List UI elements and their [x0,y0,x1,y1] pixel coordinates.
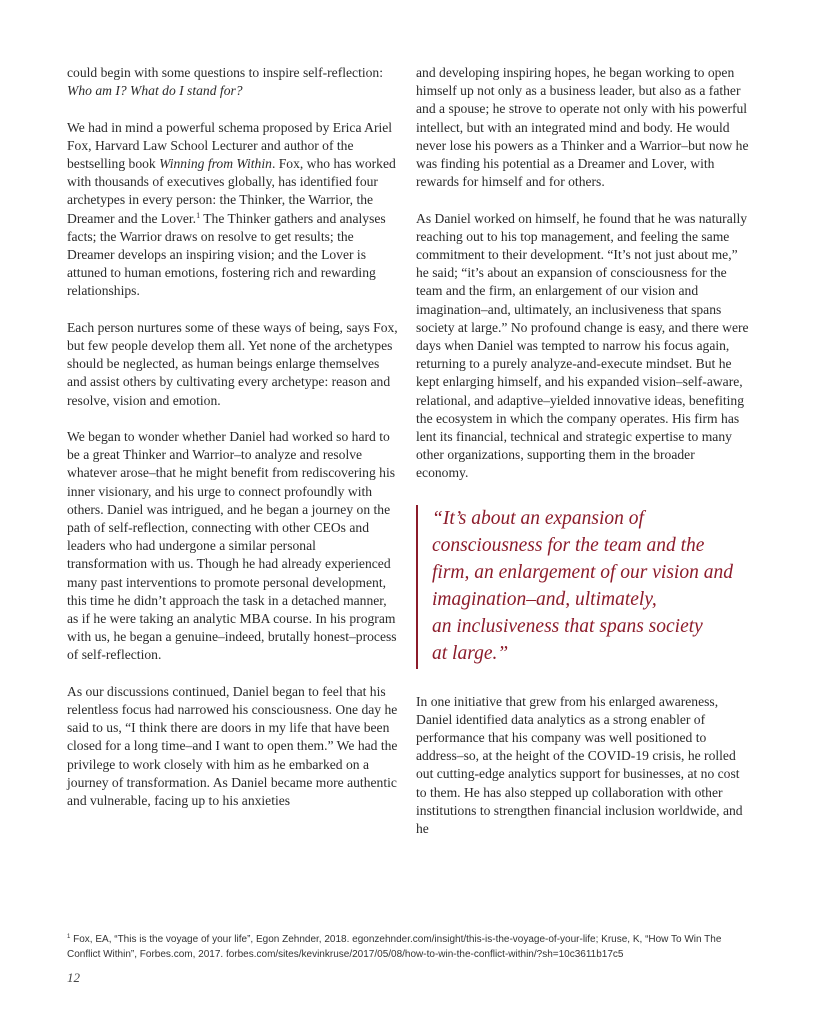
paragraph: We began to wonder whether Daniel had worked so hard to be a great Thinker and Warrior–to analyze and resolve whatever arose–that he might benefit from rediscovering his inner visionary, and his urge to connect profoundly with others. Daniel was intrigued, and he began a journey on the path of self-reflection, connecting with other CEOs and leaders who had undergone a similar personal transformation with us. Though he had already experienced many past interventions to promote personal development, this time he didn’t approach the task in a detached manner, as if he were taking an analytic MBA course. In his program with us, he began a genuine–indeed, brutally honest–process of self-reflection. [67,429,397,663]
paragraph: In one initiative that grew from his enlarged awareness, Daniel identified data analytics as a strong enabler of performance that his company was well positioned to address–so, at the height of the COVID-19 crisis, he rolled out cutting-edge analytics support for businesses, at no cost to them. He has also stepped up collaboration with other institutions to strengthen financial inclusion worldwide, and he [416,693,743,837]
page-number: 12 [67,970,80,985]
footnote-ref: 1 [196,210,201,220]
paragraph: and developing inspiring hopes, he began working to open himself up not only as a business leader, but also as a father and a spouse; he strove to operate not only with his powerful intellect, but with an integrated mind and body. He would never lose his powers as a Thinker and a Warrior–but now he was finding his potential as a Dreamer and Lover, with rewards for himself and for others. [416,65,749,190]
pull-quote-line: “It’s about an expansion of [432,507,644,529]
paragraph: Each person nurtures some of these ways of being, says Fox, but few people develop them all. Yet none of the archetypes should be neglected, as human beings enlarge themselves and assist others by cultivating every archetype: reason and resolve, vision and emotion. [67,319,398,408]
pull-quote-line: imagination–and, ultimately, [432,588,657,610]
pull-quote [416,505,750,669]
left-column [67,64,399,828]
footnote [67,932,757,962]
right-column [416,64,750,856]
paragraph: We had in mind a powerful schema proposed by Erica Ariel Fox, Harvard Law School Lecturer and author of the bestselling book Winning from Within. Fox, who has worked with thousands of executives globally, has identified four archetypes in every person: the Thinker, the Warrior, the Dreamer and the Lover.$^1$ The Thinker gathers and analyses facts; the Warrior draws on resolve to get results; the Dreamer develops an inspiring vision; and the Lover is attuned to human emotions, fostering rich and rewarding relationships. [67,119,396,299]
footnote-text: Fox, EA, “This is the voyage of your life”, Egon Zehnder, 2018. egonzehnder.com/insight/this-is-the-voyage-of-your-life; Kruse, K, “How To Win The Conflict Within”, Forbes.com, 2017. forbes.com/sites/kevinkruse/2017/05/08/how-to-win-the-conflict-within/?sh=10c3611b17c5 [67,934,722,960]
pull-quote-line: at large.” [432,642,509,664]
paragraph: could begin with some questions to inspire self-reflection: Who am I? What do I stand for? [67,65,383,99]
italic-questions: Who am I? What do I stand for? [67,83,243,99]
pull-quote-line: firm, an enlargement of our vision and [432,561,733,583]
book-title: Winning from Within [159,156,272,171]
pull-quote-line: an inclusiveness that spans society [432,615,703,637]
paragraph: As our discussions continued, Daniel began to feel that his relentless focus had narrowed his consciousness. One day he said to us, “I think there are doors in my life that have been closed for a long time–and I want to open them.” We had the privilege to work closely with him as he embarked on a journey of transformation. As Daniel became more authentic and vulnerable, facing up to his anxieties [67,683,398,809]
pull-quote-line: consciousness for the team and the [432,534,705,556]
paragraph: As Daniel worked on himself, he found that he was naturally reaching out to his top management, and feeling the same commitment to their development. “It’s not just about me,” he said; “it’s about an expansion of consciousness for the team and the firm, an enlargement of our vision and imagination–and, ultimately, an inclusiveness that spans society at large.” No profound change is easy, and there were days when Daniel was tempted to narrow his focus again, returning to a purely analyze-and-execute mindset. But he kept enlarging himself, and his expanded vision–self-aware, relational, and adaptive–yielded innovative ideas, benefiting the ecosystem in which the company operates. His firm has lent its financial, technical and strategic expertise to many other organizations, supporting them in the broader economy. [416,210,749,481]
footnote-marker: 1 [67,934,71,940]
